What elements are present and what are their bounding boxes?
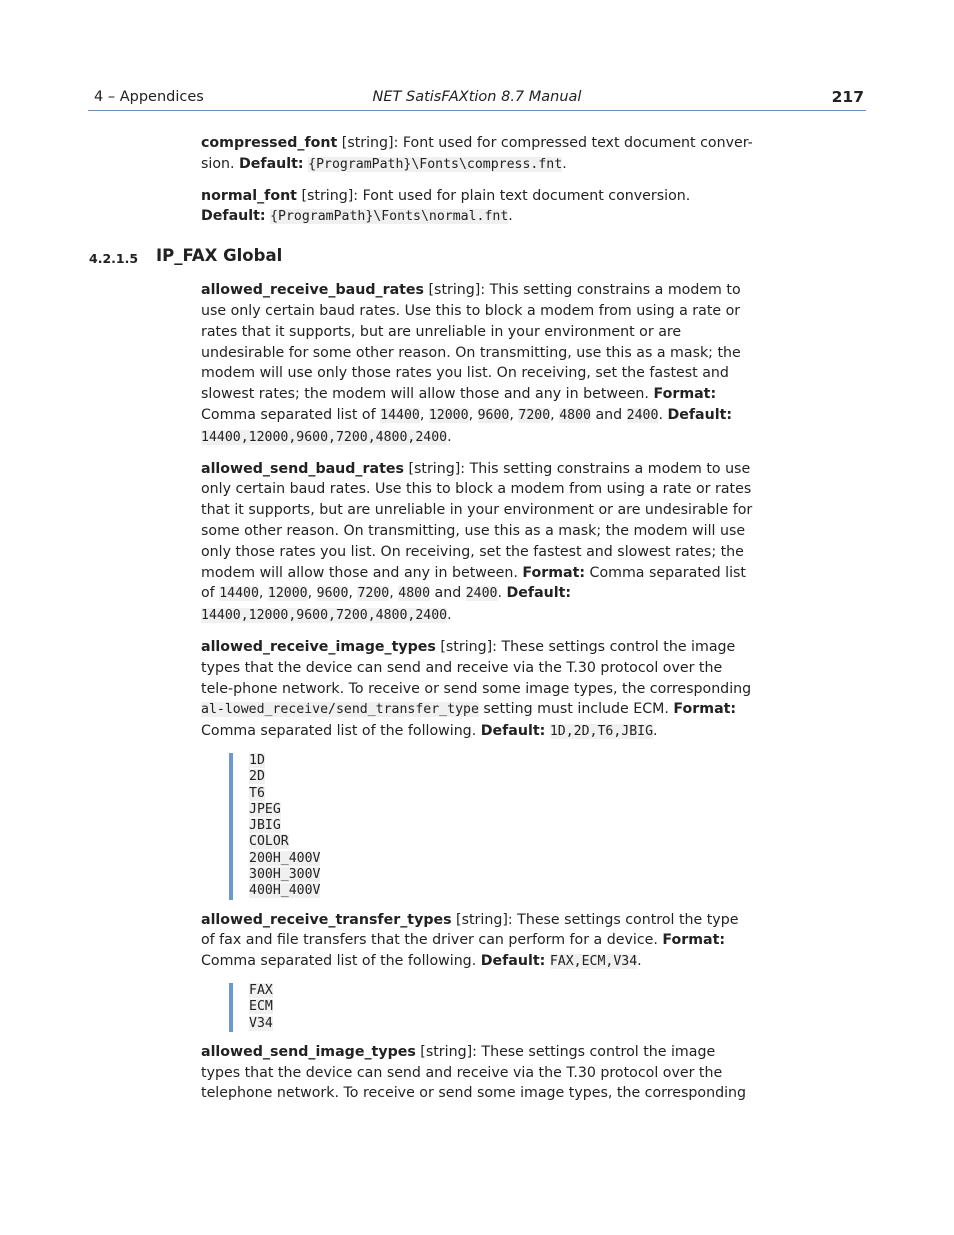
section-number: 4.2.1.5 <box>89 251 139 267</box>
setting-name: allowed_send_baud_rates <box>201 460 404 477</box>
entry-allowed-receive-transfer-types: allowed_receive_transfer_types [string]: These settings control the type of fax and file transfers that the driver can perform for a device. Format: Comma separated list of the following. Default: FAX,ECM,V34. <box>201 911 739 970</box>
list-item: ECM <box>249 999 273 1015</box>
setting-name: allowed_receive_baud_rates <box>201 282 425 299</box>
page-header <box>88 88 866 111</box>
list-item: 300H_300V <box>249 867 321 882</box>
code-reference: al-lowed_receive/send_transfer_type <box>201 702 479 718</box>
list-item: 2D <box>249 769 265 785</box>
entry-allowed-send-baud-rates: allowed_send_baud_rates [string]: This setting constrains a modem to use only certain baud rates. Use this to block a modem from using a rate or rates that it supports, but are unreliable in your environment or are undesirable for some other reason. On transmitting, use this as a mask; the modem will use only those rates you list. On receiving, set the fastest and slowest rates; the modem will allow those and any in between. Format: Comma separated list of 14400, 12000, 9600, 7200, 4800 and 2400. Default: 14400,12000,9600,7200,4800,2400. <box>201 460 753 624</box>
default-value: 1D,2D,T6,JBIG <box>549 724 654 740</box>
section-heading <box>89 246 753 270</box>
manual-title: NET SatisFAXtion 8.7 Manual <box>372 89 582 105</box>
setting-name: normal_font <box>201 187 297 204</box>
list-item: JPEG <box>249 801 281 817</box>
default-value: {ProgramPath}\Fonts\compress.fnt <box>308 156 563 172</box>
section-title: IP_FAX Global <box>156 246 283 266</box>
chapter-label: 4 – Appendices <box>94 89 204 105</box>
default-value: 14400,12000,9600,7200,4800,2400 <box>201 608 448 624</box>
list-item: JBIG <box>249 818 281 834</box>
entry-compressed-font: compressed_font [string]: Font used for compressed text document conver-sion. Default: {ProgramPath}\Fonts\compress.fnt. <box>201 135 753 172</box>
list-item: T6 <box>249 785 265 801</box>
image-types-list <box>229 753 753 900</box>
default-value: FAX,ECM,V34 <box>549 954 638 970</box>
list-item: 400H_400V <box>249 883 321 899</box>
setting-name: allowed_receive_transfer_types <box>201 911 452 928</box>
list-item: FAX <box>249 982 273 998</box>
page-content <box>89 133 753 1114</box>
default-value: 14400,12000,9600,7200,4800,2400 <box>201 429 448 445</box>
list-item: COLOR <box>249 834 289 850</box>
page-number: 217 <box>831 88 864 106</box>
entry-allowed-receive-image-types: allowed_receive_image_types [string]: These settings control the image types that the device can send and receive via the T.30 protocol over the tele-phone network. To receive or send some image types, the corresponding al-lowed_receive/send_transfer_type setting must include ECM. Format: Comma separated list of the following. Default: 1D,2D,T6,JBIG. <box>201 638 752 740</box>
setting-name: allowed_send_image_types <box>201 1043 416 1060</box>
setting-name: compressed_font <box>201 135 338 151</box>
list-item: V34 <box>249 1015 273 1031</box>
entry-normal-font: normal_font [string]: Font used for plain text document conversion. Default: {ProgramPath}\Fonts\normal.fnt. <box>201 187 691 225</box>
setting-name: allowed_receive_image_types <box>201 638 436 655</box>
list-item: 1D <box>249 752 265 768</box>
transfer-types-list <box>229 983 753 1032</box>
entry-allowed-send-image-types: allowed_send_image_types [string]: These settings control the image types that the device can send and receive via the T.30 protocol over the telephone network. To receive or send some image types, the corresponding <box>201 1043 747 1102</box>
entry-allowed-receive-baud-rates: allowed_receive_baud_rates [string]: This setting constrains a modem to use only certain baud rates. Use this to block a modem from using a rate or rates that it supports, but are unreliable in your environment or are undesirable for some other reason. On transmitting, use this as a mask; the modem will use only those rates you list. On receiving, set the fastest and slowest rates; the modem will allow those and any in between. Format: Comma separated list of 14400, 12000, 9600, 7200, 4800 and 2400. Default: 14400,12000,9600,7200,4800,2400. <box>201 282 741 445</box>
default-value: {ProgramPath}\Fonts\normal.fnt <box>270 209 509 225</box>
list-item: 200H_400V <box>249 850 321 866</box>
